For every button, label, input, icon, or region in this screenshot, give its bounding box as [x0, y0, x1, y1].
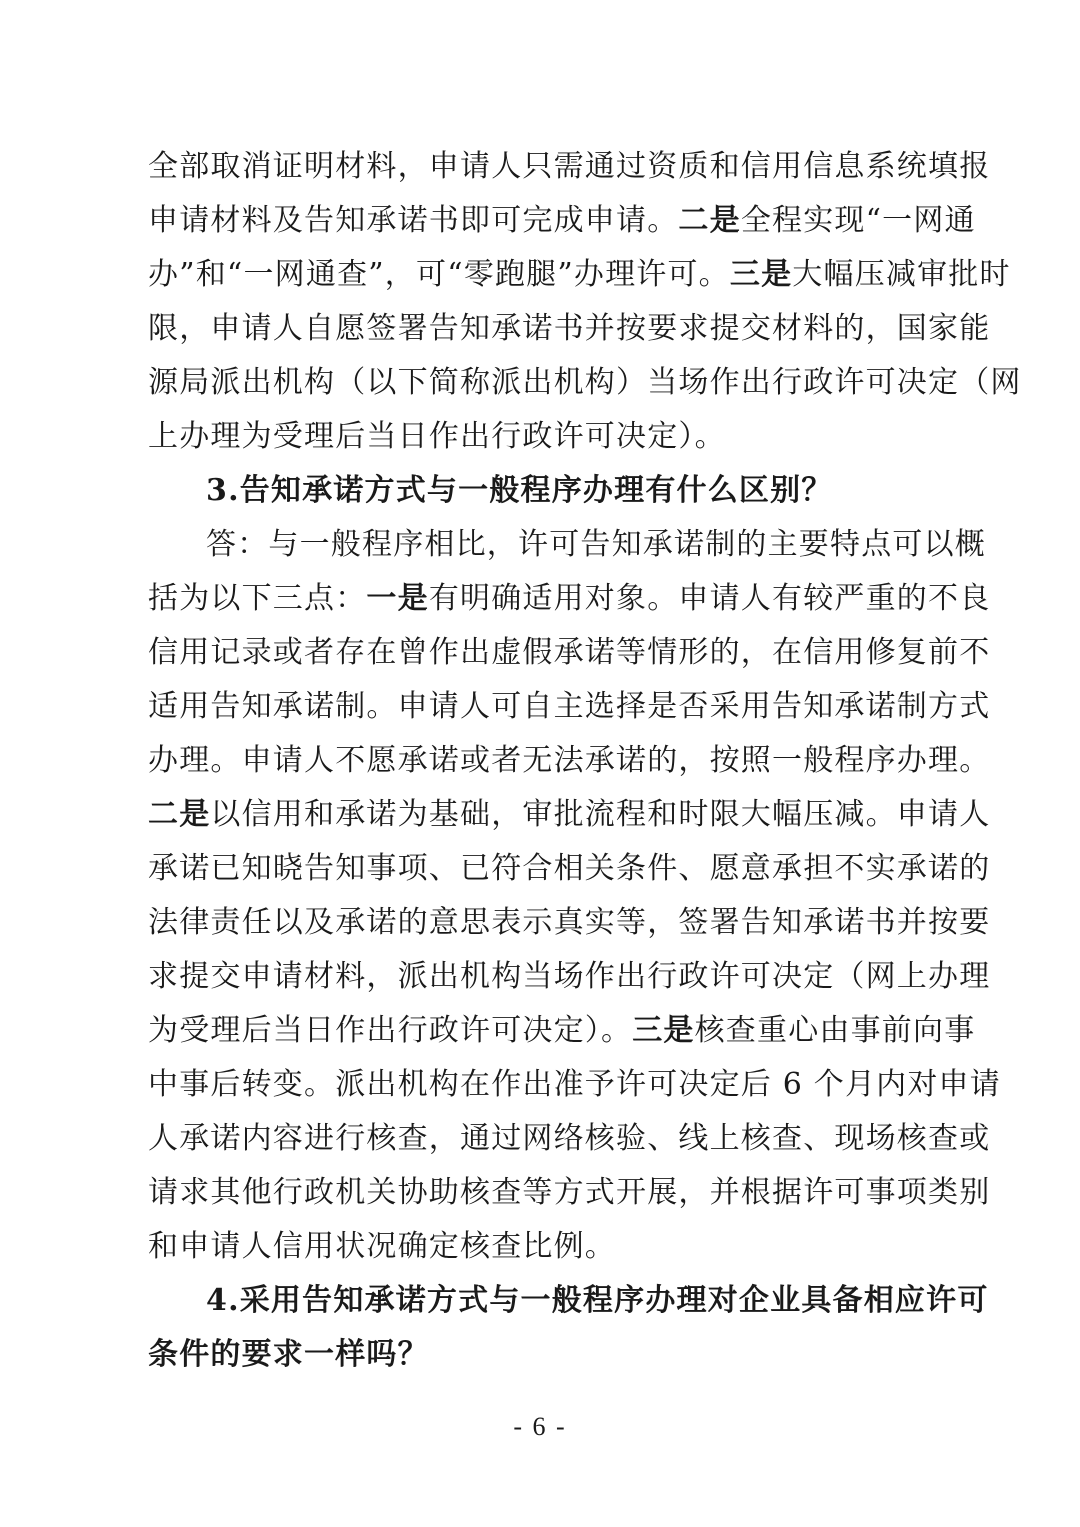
section-heading-line [148, 1274, 989, 1328]
text-segment: 限，申请人自愿签署告知承诺书并按要求提交材料的，国家能 [148, 311, 991, 346]
text-segment: 信用记录或者存在曾作出虚假承诺等情形的，在信用修复前不 [148, 635, 991, 670]
text-segment: 核查重心由事前向事 [694, 1013, 976, 1048]
paragraph-line [148, 572, 991, 626]
paragraph-line [148, 1220, 938, 1274]
paragraph-line [148, 788, 991, 842]
section-heading-line [148, 464, 938, 518]
text-segment: 源局派出机构（以下简称派出机构）当场作出行政许可决定（网 [148, 365, 1022, 400]
text-segment: 有明确适用对象。申请人有较严重的不良 [428, 581, 991, 616]
text-segment: 3.告知承诺方式与一般程序办理有什么区别？ [206, 473, 833, 508]
paragraph-line [148, 1166, 991, 1220]
page-number: - 6 - [513, 1412, 567, 1441]
paragraph-line [148, 140, 991, 194]
text-segment: 上办理为受理后当日作出行政许可决定）。 [148, 419, 726, 454]
emphasis-keyword: 三是 [729, 257, 793, 292]
paragraph-line [148, 410, 938, 464]
text-segment: 括为以下三点： [148, 581, 367, 616]
emphasis-keyword: 三是 [632, 1013, 695, 1048]
text-segment: 办”和“一网通查”，可“零跑腿”办理许可。 [148, 257, 730, 292]
text-segment: 请求其他行政机关协助核查等方式开展，并根据许可事项类别 [148, 1175, 991, 1210]
paragraph-line [148, 896, 991, 950]
emphasis-keyword: 一是 [366, 581, 429, 616]
paragraph-line [148, 356, 1022, 410]
text-segment: 中事后转变。派出机构在作出准予许可决定后 6 个月内对申请 [148, 1067, 1001, 1102]
text-segment: 法律责任以及承诺的意思表示真实等，签署告知承诺书并按要 [148, 905, 991, 940]
emphasis-keyword: 二是 [678, 203, 741, 238]
paragraph-line [148, 302, 991, 356]
paragraph-line [148, 248, 1011, 302]
paragraph-line [148, 1112, 991, 1166]
text-segment: 承诺已知晓告知事项、已符合相关条件、愿意承担不实承诺的 [148, 851, 991, 886]
text-segment: 求提交申请材料，派出机构当场作出行政许可决定（网上办理 [148, 959, 991, 994]
text-segment: 答：与一般程序相比，许可告知承诺制的主要特点可以概 [206, 527, 986, 562]
paragraph-line [148, 842, 991, 896]
text-segment: 人承诺内容进行核查，通过网络核验、线上核查、现场核查或 [148, 1121, 991, 1156]
paragraph-line [148, 1004, 976, 1058]
paragraph-line [148, 626, 991, 680]
paragraph-line [148, 194, 976, 248]
text-segment: 4.采用告知承诺方式与一般程序办理对企业具备相应许可 [206, 1283, 989, 1318]
paragraph-line [148, 518, 986, 572]
section-heading-line [148, 1328, 938, 1382]
text-segment: 申请材料及告知承诺书即可完成申请。 [148, 203, 679, 238]
text-segment: 全部取消证明材料，申请人只需通过资质和信用信息系统填报 [148, 149, 991, 184]
text-segment: 大幅压减审批时 [792, 257, 1011, 292]
emphasis-keyword: 二是 [148, 797, 211, 832]
paragraph-line [148, 950, 991, 1004]
text-segment: 条件的要求一样吗？ [148, 1337, 429, 1372]
text-segment: 为受理后当日作出行政许可决定）。 [148, 1013, 633, 1048]
text-segment: 和申请人信用状况确定核查比例。 [148, 1229, 616, 1264]
text-segment: 适用告知承诺制。申请人可自主选择是否采用告知承诺制方式 [148, 689, 991, 724]
paragraph-line [148, 680, 991, 734]
text-segment: 以信用和承诺为基础，审批流程和时限大幅压减。申请人 [210, 797, 991, 832]
document-body [148, 140, 1022, 1382]
paragraph-line [148, 1058, 1001, 1112]
paragraph-line [148, 734, 991, 788]
text-segment: 全程实现“一网通 [740, 203, 976, 238]
text-segment: 办理。申请人不愿承诺或者无法承诺的，按照一般程序办理。 [148, 743, 991, 778]
